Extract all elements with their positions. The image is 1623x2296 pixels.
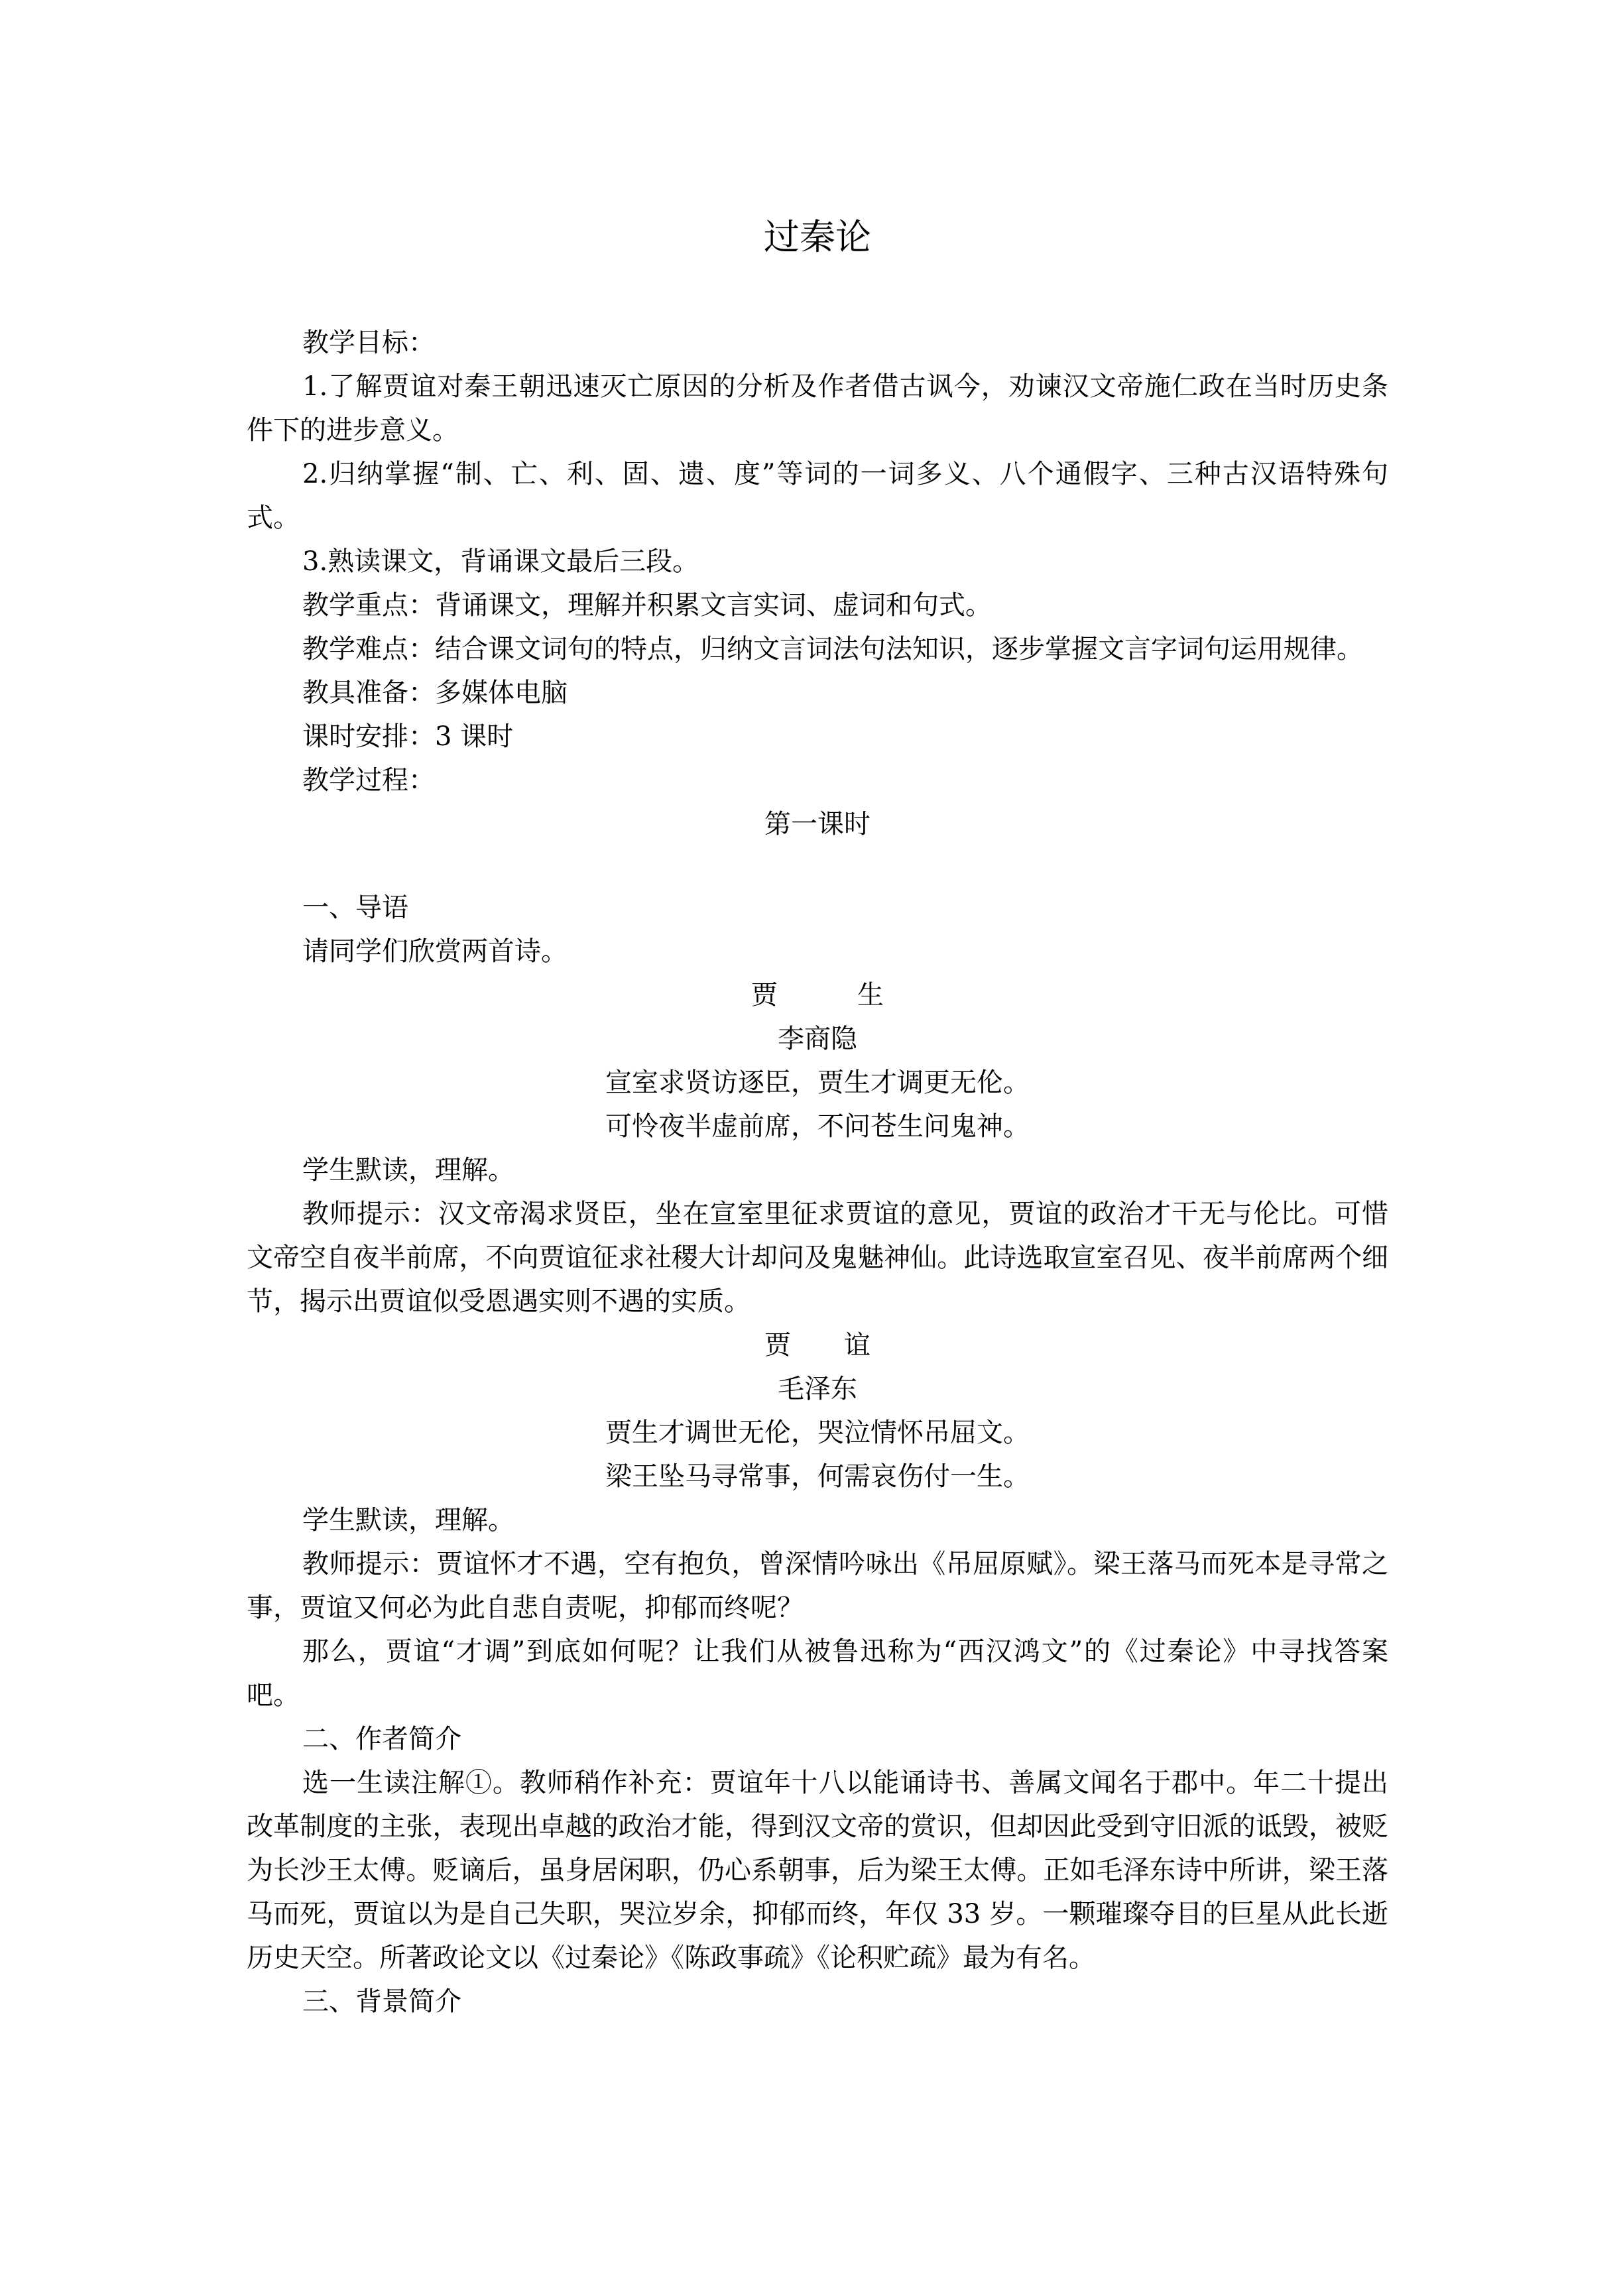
intro-text: 请同学们欣赏两首诗。 <box>302 936 568 967</box>
poem1-line-2: 可怜夜半虚前席，不问苍生问鬼神。 <box>605 1111 1030 1142</box>
transition-text: 那么，贾谊“才调”到底如何呢？让我们从被鲁迅称为“西汉鸿文”的《过秦论》中寻找答案吧。 <box>247 1636 1388 1711</box>
section-heading-background: 三、背景简介 <box>302 1986 461 2017</box>
difficulty: 教学难点：结合课文词句的特点，归纳文言词法句法知识，逐步掌握文言字词句运用规律。 <box>302 634 1363 664</box>
teacher-hint-1: 教师提示：汉文帝渴求贤臣，坐在宣室里征求贾谊的意见，贾谊的政治才干无与伦比。可惜文帝空自夜半前席，不向贾谊征求社稷大计却问及鬼魅神仙。此诗选取宣室召见、夜半前席两个细节，揭示出贾谊似受恩遇实则不遇的实质。 <box>247 1199 1388 1317</box>
poem2-title: 贾 谊 <box>764 1330 871 1360</box>
teacher-hint-2: 教师提示：贾谊怀才不遇，空有抱负，曾深情吟咏出《吊屈原赋》。梁王落马而死本是寻常之事，贾谊又何必为此自悲自责呢，抑郁而终呢？ <box>247 1549 1388 1623</box>
poem2-line-2: 梁王坠马寻常事，何需哀伤付一生。 <box>605 1461 1030 1492</box>
section-heading-author: 二、作者简介 <box>302 1724 461 1754</box>
author-intro: 选一生读注解①。教师稍作补充：贾谊年十八以能诵诗书、善属文闻名于郡中。年二十提出改革制度的主张，表现出卓越的政治才能，得到汉文帝的赏识，但却因此受到守旧派的诋毁，被贬为长沙王太傅。贬谪后，虽身居闲职，仍心系朝事，后为梁王太傅。正如毛泽东诗中所讲，梁王落马而死，贾谊以为是自己失职，哭泣岁余，抑郁而终，年仅 33 岁。一颗璀璨夺目的巨星从此长逝历史天空。所著政论文以《过秦论》《陈政事疏》《论积贮疏》最为有名。 <box>247 1768 1388 1973</box>
student-read-1: 学生默读，理解。 <box>302 1155 514 1185</box>
lesson-heading: 第一课时 <box>764 809 871 839</box>
poem1-author: 李商隐 <box>778 1024 857 1054</box>
poem1-line-1: 宣室求贤访逐臣，贾生才调更无伦。 <box>605 1067 1030 1098</box>
section-heading-intro: 一、导语 <box>302 892 408 923</box>
schedule: 课时安排：3 课时 <box>302 721 514 752</box>
objective-2: 2.归纳掌握“制、亡、利、固、遗、度”等词的一词多义、八个通假字、三种古汉语特殊句式。 <box>247 459 1388 533</box>
process-heading: 教学过程： <box>302 765 435 796</box>
poem2-line-1: 贾生才调世无伦，哭泣情怀吊屈文。 <box>605 1418 1030 1448</box>
objectives-heading: 教学目标： <box>302 328 435 358</box>
tools: 教具准备：多媒体电脑 <box>302 678 568 708</box>
document-body <box>247 211 1388 2024</box>
poem1-title: 贾 生 <box>751 980 884 1010</box>
objective-1: 1.了解贾谊对秦王朝迅速灭亡原因的分析及作者借古讽今，劝谏汉文帝施仁政在当时历史条件下的进步意义。 <box>247 371 1388 446</box>
student-read-2: 学生默读，理解。 <box>302 1505 514 1536</box>
document-title: 过秦论 <box>764 216 871 258</box>
poem2-author: 毛泽东 <box>778 1374 857 1404</box>
key-point: 教学重点：背诵课文，理解并积累文言实词、虚词和句式。 <box>302 590 992 621</box>
objective-3: 3.熟读课文，背诵课文最后三段。 <box>302 546 699 577</box>
